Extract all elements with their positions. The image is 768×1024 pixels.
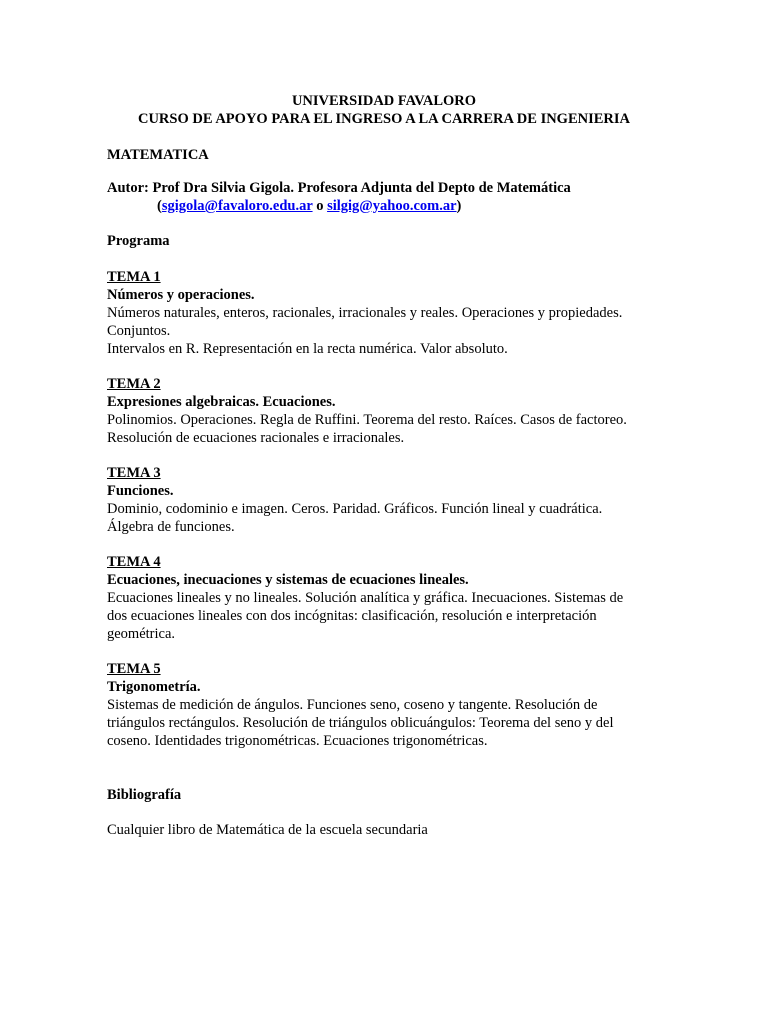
tema-text-line: dos ecuaciones lineales con dos incógnitas: clasificación, resolución e interpretación — [107, 608, 597, 624]
tema-text-line: coseno. Identidades trigonométricas. Ecuaciones trigonométricas. — [107, 733, 488, 749]
email-separator: o — [312, 198, 328, 214]
tema-section-5 — [107, 660, 667, 750]
tema-text-line: Conjuntos. — [107, 323, 171, 339]
tema-text-line: geométrica. — [107, 626, 176, 642]
tema-title: Funciones. — [107, 483, 174, 499]
tema-text-line: Sistemas de medición de ángulos. Funciones seno, coseno y tangente. Resolución de — [107, 697, 598, 713]
university-title: UNIVERSIDAD FAVALORO — [291, 93, 477, 109]
tema-text-line: Polinomios. Operaciones. Regla de Ruffini. Teorema del resto. Raíces. Casos de factoreo. — [107, 412, 627, 428]
close-paren: ) — [456, 198, 462, 214]
tema-section-3 — [107, 464, 667, 536]
tema-text-line: Dominio, codominio e imagen. Ceros. Paridad. Gráficos. Función lineal y cuadrática. — [107, 501, 603, 517]
tema-text-line: Álgebra de funciones. — [107, 519, 235, 535]
tema-label: TEMA 1 — [107, 269, 161, 285]
email-link-yahoo[interactable]: silgig@yahoo.com.ar — [327, 198, 457, 214]
tema-text-line: Números naturales, enteros, racionales, irracionales y reales. Operaciones y propiedades. — [107, 305, 623, 321]
tema-text-line: Intervalos en R. Representación en la recta numérica. Valor absoluto. — [107, 341, 508, 357]
tema-section-1 — [107, 268, 667, 358]
tema-title: Números y operaciones. — [107, 287, 255, 303]
open-paren: ( — [157, 198, 162, 214]
email-link-favaloro[interactable]: sgigola@favaloro.edu.ar — [161, 198, 313, 214]
course-title: CURSO DE APOYO PARA EL INGRESO A LA CARRERA DE INGENIERIA — [137, 111, 631, 127]
tema-text-line: triángulos rectángulos. Resolución de triángulos oblicuángulos: Teorema del seno y del — [107, 715, 614, 731]
tema-text-line: Ecuaciones lineales y no lineales. Solución analítica y gráfica. Inecuaciones. Sistemas de — [107, 590, 624, 606]
bibliography-text: Cualquier libro de Matemática de la escuela secundaria — [107, 822, 428, 838]
tema-section-2 — [107, 375, 667, 447]
tema-title: Ecuaciones, inecuaciones y sistemas de ecuaciones lineales. — [107, 572, 469, 588]
program-label: Programa — [107, 233, 170, 249]
tema-text-line: Resolución de ecuaciones racionales e irracionales. — [107, 430, 405, 446]
tema-label: TEMA 3 — [107, 465, 161, 481]
tema-title: Trigonometría. — [107, 679, 201, 695]
author-line: Autor: Prof Dra Silvia Gigola. Profesora Adjunta del Depto de Matemática — [107, 180, 571, 196]
tema-label: TEMA 2 — [107, 376, 161, 392]
author-contacts — [107, 197, 717, 215]
bibliography-label: Bibliografía — [107, 787, 182, 803]
tema-label: TEMA 5 — [107, 661, 161, 677]
subject-title: MATEMATICA — [107, 147, 209, 163]
tema-title: Expresiones algebraicas. Ecuaciones. — [107, 394, 336, 410]
tema-label: TEMA 4 — [107, 554, 161, 570]
tema-section-4 — [107, 553, 667, 643]
